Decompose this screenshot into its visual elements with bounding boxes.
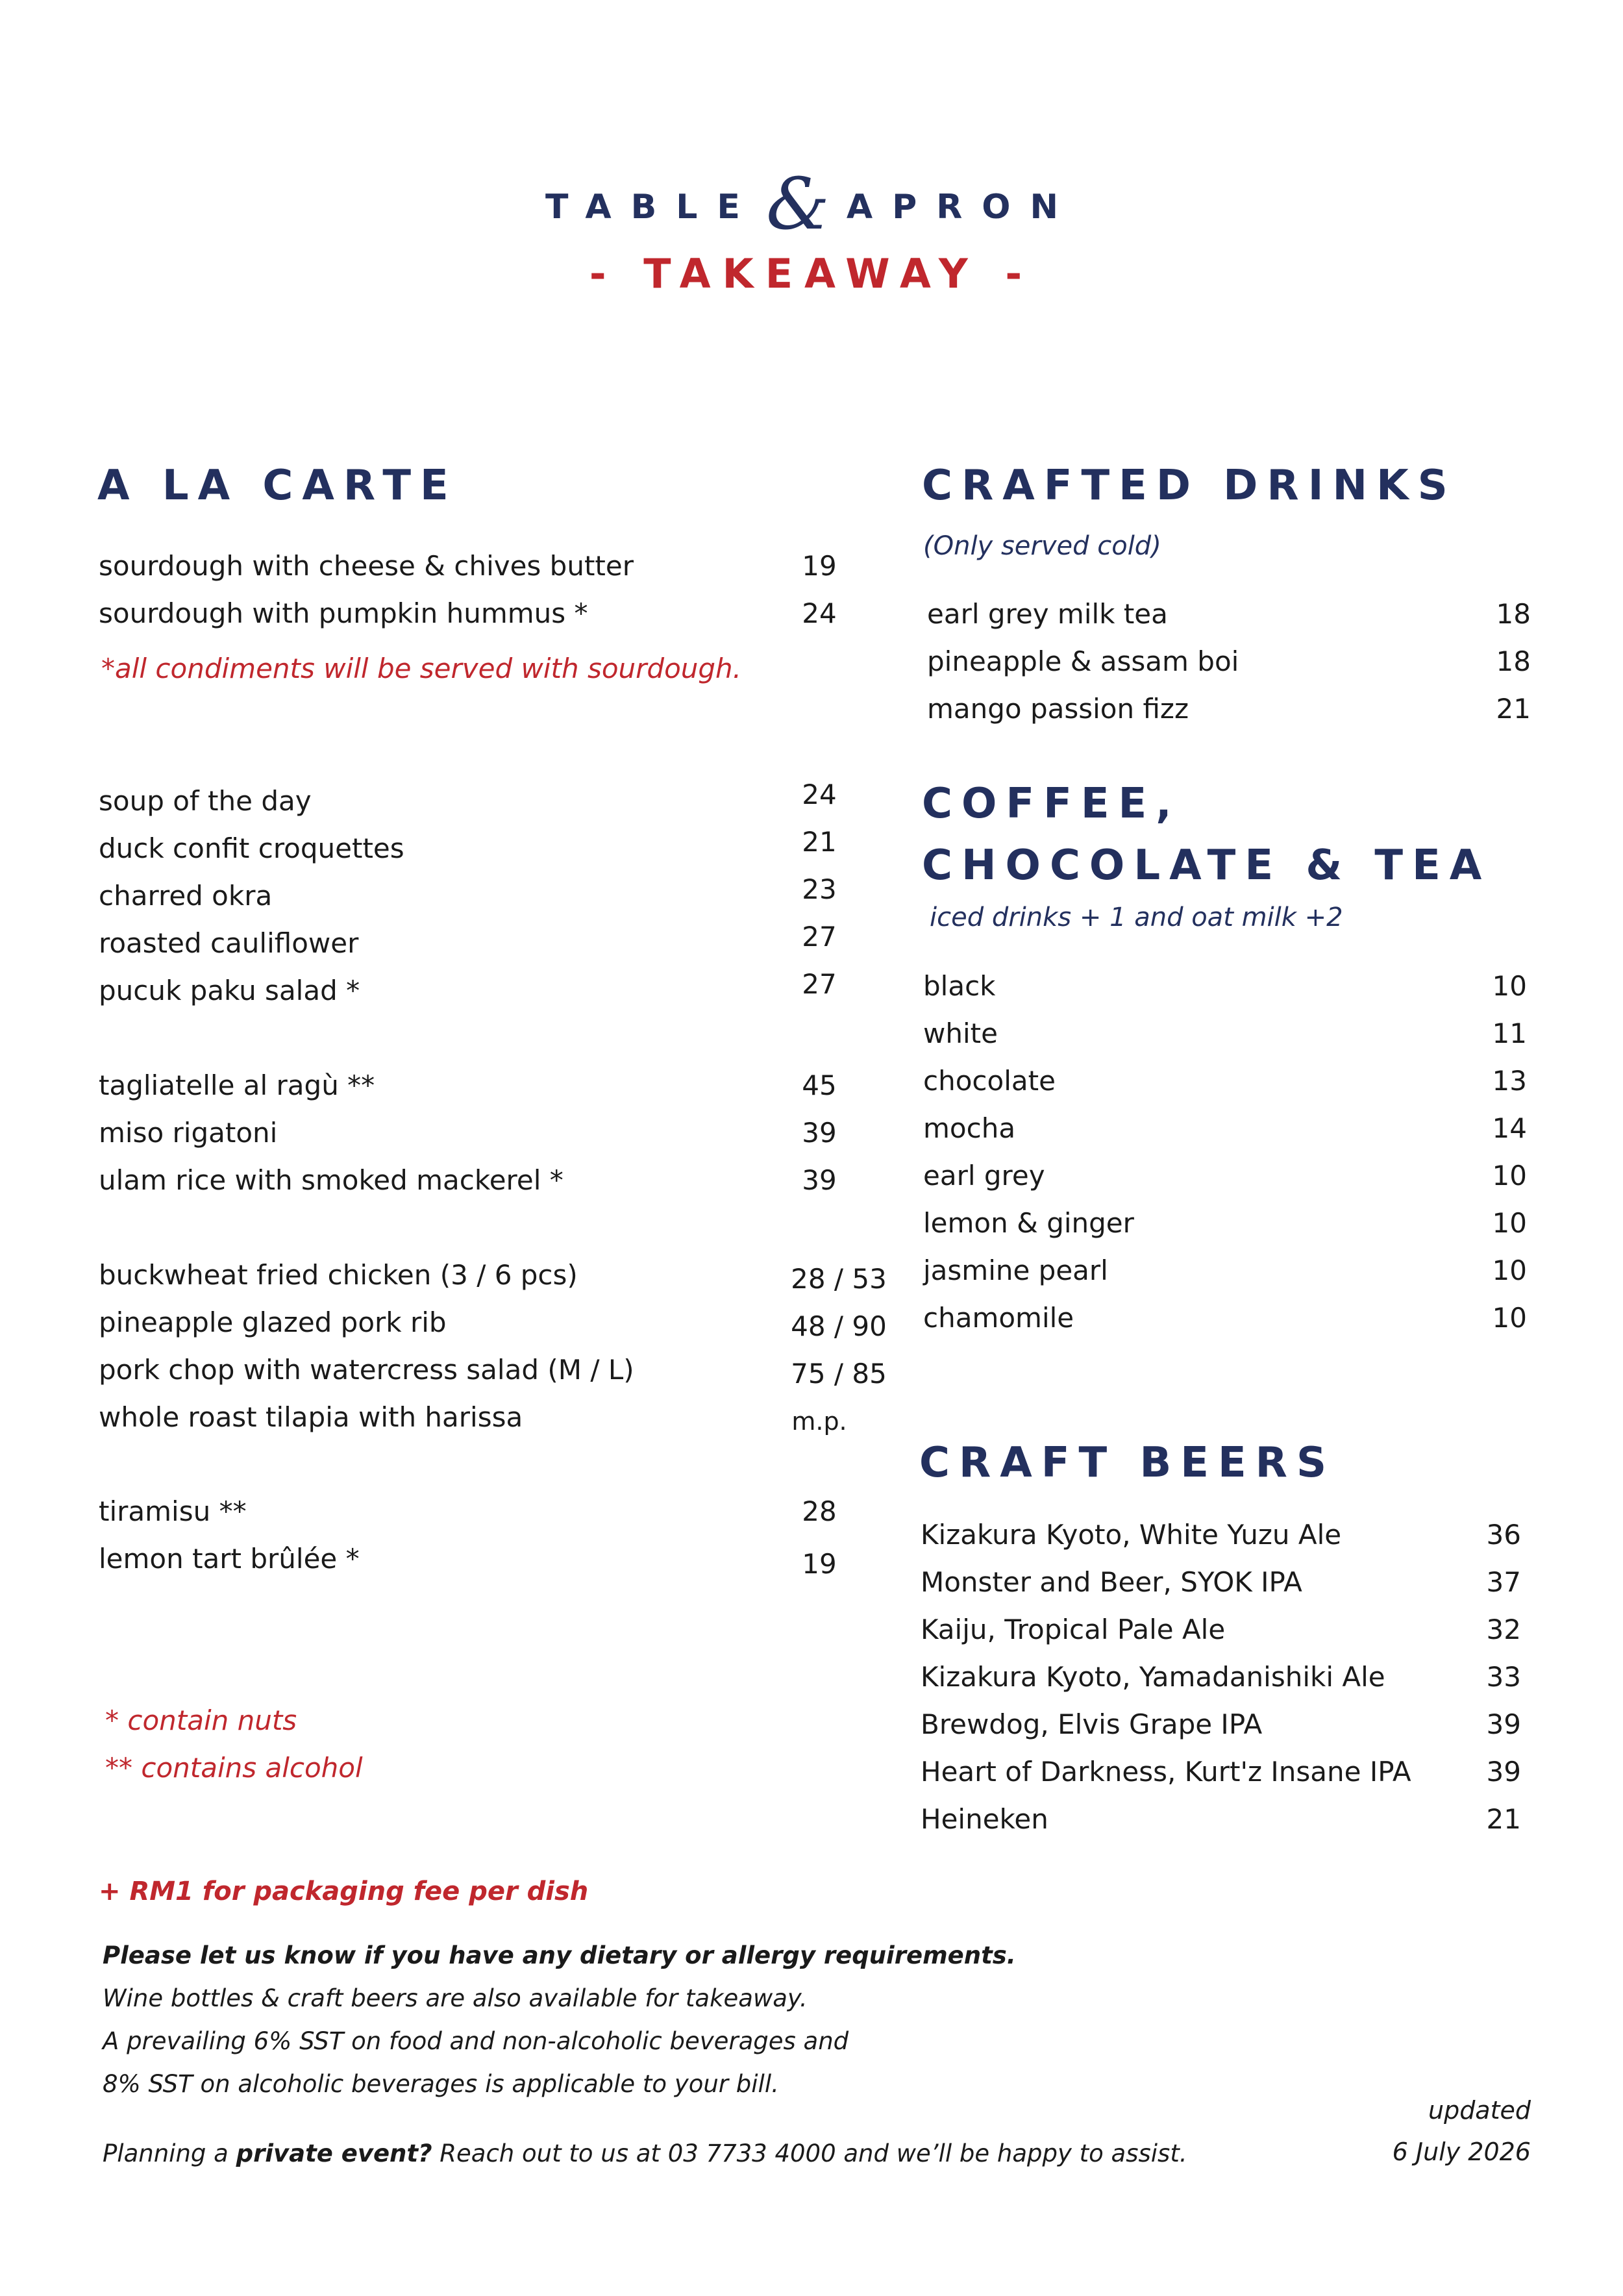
brand-left: TABLE <box>545 188 760 227</box>
item-name: buckwheat fried chicken (3 / 6 pcs) <box>99 1259 578 1291</box>
item-name: sourdough with pumpkin hummus * <box>99 597 588 629</box>
item-name: Brewdog, Elvis Grape IPA <box>921 1708 1263 1740</box>
item-name: sourdough with cheese & chives butter <box>99 550 634 582</box>
event-bold: private event? <box>236 2140 432 2167</box>
item-price: 10 <box>1492 1207 1527 1239</box>
brand-logo <box>0 162 1623 245</box>
item-name: pucuk paku salad * <box>99 975 360 1006</box>
item-name: lemon tart brûlée * <box>99 1543 360 1575</box>
updated-label: updated <box>1428 2096 1531 2125</box>
item-price: 24 <box>802 779 837 810</box>
item-name: earl grey milk tea <box>927 598 1168 630</box>
item-price: 10 <box>1492 1254 1527 1286</box>
item-price: 39 <box>1486 1708 1521 1740</box>
item-price: 39 <box>1486 1756 1521 1788</box>
sst-note-line1: A prevailing 6% SST on food and non-alcoholic beverages and <box>103 2027 849 2055</box>
item-price: 48 / 90 <box>791 1310 887 1342</box>
item-name: mocha <box>923 1112 1016 1144</box>
brand-ampersand: & <box>765 162 830 245</box>
event-suffix: Reach out to us at 03 7733 4000 and we’ll be happy to assist. <box>432 2140 1187 2167</box>
item-name: whole roast tilapia with harissa <box>99 1401 523 1433</box>
item-name: soup of the day <box>99 785 312 817</box>
packaging-fee-note: + RM1 for packaging fee per dish <box>99 1877 589 1906</box>
wine-note: Wine bottles & craft beers are also available for takeaway. <box>103 1984 808 2012</box>
item-name: tagliatelle al ragù ** <box>99 1069 375 1101</box>
item-price: 23 <box>802 873 837 905</box>
sst-note-line2: 8% SST on alcoholic beverages is applicable to your bill. <box>103 2070 779 2098</box>
item-price: 21 <box>802 826 837 858</box>
brand-right: APRON <box>846 188 1078 227</box>
item-price: 45 <box>802 1069 837 1101</box>
item-name: black <box>923 970 996 1002</box>
item-name: jasmine pearl <box>923 1254 1108 1286</box>
crafted-drinks-title: CRAFTED DRINKS <box>922 462 1457 510</box>
item-price: 32 <box>1486 1614 1521 1645</box>
item-price: 39 <box>802 1117 837 1149</box>
item-name: lemon & ginger <box>923 1207 1134 1239</box>
item-price: m.p. <box>791 1407 847 1436</box>
event-prefix: Planning a <box>103 2140 236 2167</box>
item-price: 27 <box>802 968 837 1000</box>
condiment-note: *all condiments will be served with sourdough. <box>101 653 742 684</box>
craft-beers-title: CRAFT BEERS <box>919 1439 1336 1487</box>
item-price: 21 <box>1496 693 1531 725</box>
legend-alcohol: ** contains alcohol <box>105 1752 363 1784</box>
item-name: Heineken <box>921 1803 1048 1835</box>
item-price: 19 <box>802 550 837 582</box>
menu-subtitle: - TAKEAWAY - <box>589 250 1034 297</box>
item-name: roasted cauliflower <box>99 927 359 959</box>
item-price: 10 <box>1492 970 1527 1002</box>
item-name: Kizakura Kyoto, Yamadanishiki Ale <box>921 1661 1385 1693</box>
crafted-drinks-note: (Only served cold) <box>923 531 1161 561</box>
item-name: earl grey <box>923 1160 1045 1192</box>
item-price: 24 <box>802 597 837 629</box>
coffee-title-line2: CHOCOLATE & TEA <box>922 842 1491 890</box>
item-price: 10 <box>1492 1160 1527 1192</box>
item-name: pork chop with watercress salad (M / L) <box>99 1354 634 1386</box>
item-name: charred okra <box>99 880 273 912</box>
item-name: tiramisu ** <box>99 1495 247 1527</box>
item-price: 37 <box>1486 1566 1521 1598</box>
item-name: pineapple & assam boi <box>927 645 1239 677</box>
item-name: mango passion fizz <box>927 693 1189 725</box>
coffee-note: iced drinks + 1 and oat milk +2 <box>930 903 1343 932</box>
item-price: 18 <box>1496 645 1531 677</box>
item-price: 19 <box>802 1548 837 1580</box>
item-price: 11 <box>1492 1017 1527 1049</box>
item-name: Kizakura Kyoto, White Yuzu Ale <box>921 1519 1342 1551</box>
item-name: Monster and Beer, SYOK IPA <box>921 1566 1302 1598</box>
item-name: Heart of Darkness, Kurt'z Insane IPA <box>921 1756 1411 1788</box>
item-price: 39 <box>802 1164 837 1196</box>
item-name: white <box>923 1017 998 1049</box>
item-price: 75 / 85 <box>791 1358 887 1390</box>
item-price: 18 <box>1496 598 1531 630</box>
coffee-title-line1: COFFEE, <box>922 780 1181 828</box>
item-price: 28 / 53 <box>791 1263 887 1295</box>
private-event-note <box>103 2140 1187 2167</box>
item-name: chamomile <box>923 1302 1074 1334</box>
item-name: miso rigatoni <box>99 1117 278 1149</box>
item-price: 14 <box>1492 1112 1527 1144</box>
item-price: 13 <box>1492 1065 1527 1097</box>
updated-date: 6 July 2026 <box>1392 2138 1531 2166</box>
legend-nuts: * contain nuts <box>105 1704 297 1736</box>
item-price: 28 <box>802 1495 837 1527</box>
item-name: duck confit croquettes <box>99 832 404 864</box>
item-price: 27 <box>802 921 837 953</box>
item-price: 21 <box>1486 1803 1521 1835</box>
item-name: chocolate <box>923 1065 1056 1097</box>
item-name: ulam rice with smoked mackerel * <box>99 1164 564 1196</box>
dietary-note: Please let us know if you have any dietary or allergy requirements. <box>103 1941 1016 1969</box>
item-name: pineapple glazed pork rib <box>99 1306 447 1338</box>
item-price: 33 <box>1486 1661 1521 1693</box>
a-la-carte-title: A LA CARTE <box>97 462 458 510</box>
item-price: 36 <box>1486 1519 1521 1551</box>
item-name: Kaiju, Tropical Pale Ale <box>921 1614 1226 1645</box>
item-price: 10 <box>1492 1302 1527 1334</box>
